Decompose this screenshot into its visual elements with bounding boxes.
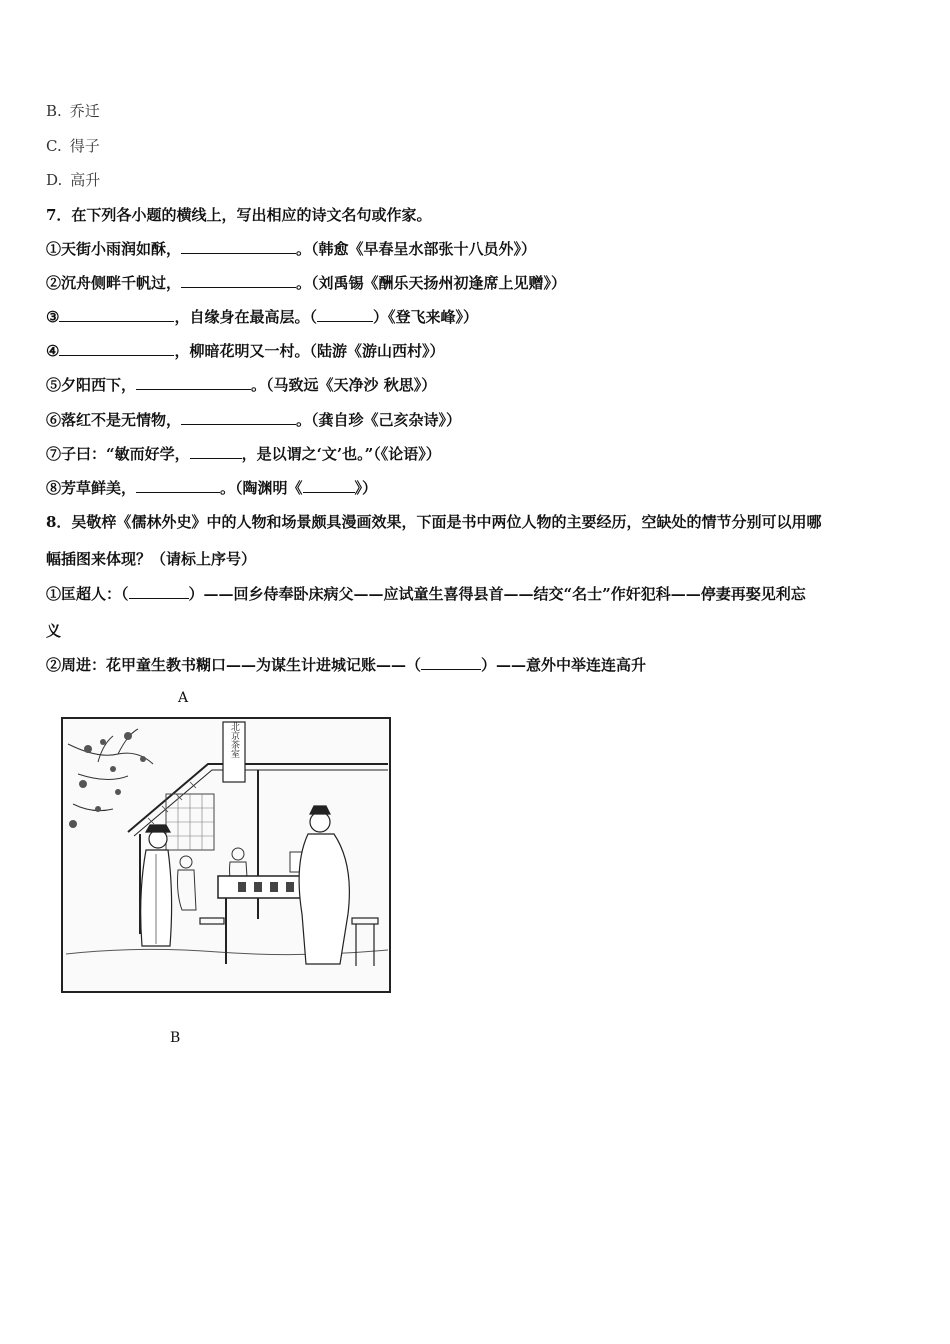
q7-item-2: ②沉舟侧畔千帆过， 。（刘禹锡《酬乐天扬州初逢席上见赠》）	[46, 274, 567, 292]
q8-item-1: ①匡超人：（ ）——回乡侍奉卧床病父——应试童生喜得县首——结交“名士”作奸犯科——停妻再娶见利忘	[46, 585, 806, 603]
question-8-stem-line2: 幅插图来体现？（请标上序号）	[46, 550, 257, 568]
option-c: C. 得子	[46, 137, 100, 155]
figure-label-b: B	[170, 1030, 181, 1046]
q7-item-4: ④ ，柳暗花明又一村。（陆游《游山西村》）	[46, 342, 445, 360]
q7-item-1: ①天街小雨润如酥， 。（韩愈《早春呈水部张十八员外》）	[46, 240, 537, 258]
q8-item-1-continued: 义	[46, 622, 62, 640]
q7-item-8: ⑧芳草鲜美， 。（陶渊明《 》）	[46, 479, 378, 497]
tea-house-illustration	[58, 714, 394, 996]
option-b: B. 乔迁	[46, 102, 100, 120]
sign-text: 北京茶室	[229, 722, 239, 758]
figure-label-a: A	[178, 690, 189, 706]
question-8-stem-line1: 8．吴敬梓《儒林外史》中的人物和场景颇具漫画效果，下面是书中两位人物的主要经历，空缺处的情节分别可以用哪	[46, 513, 822, 531]
q7-item-5: ⑤夕阳西下， 。（马致远《天净沙 秋思》）	[46, 376, 437, 394]
option-d: D. 高升	[46, 171, 101, 189]
q8-item-2: ②周进：花甲童生教书糊口——为谋生计进城记账——（ ）——意外中举连连高升	[46, 656, 647, 674]
question-7-stem: 7．在下列各小题的横线上，写出相应的诗文名句或作家。	[46, 206, 432, 224]
q7-item-6: ⑥落红不是无情物， 。（龚自珍《己亥杂诗》）	[46, 411, 462, 429]
q7-item-3: ③ ，自缘身在最高层。（ ）《登飞来峰》）	[46, 308, 478, 326]
q7-item-7: ⑦子曰：“敏而好学， ，是以谓之‘文’也。”（《论语》）	[46, 445, 441, 463]
